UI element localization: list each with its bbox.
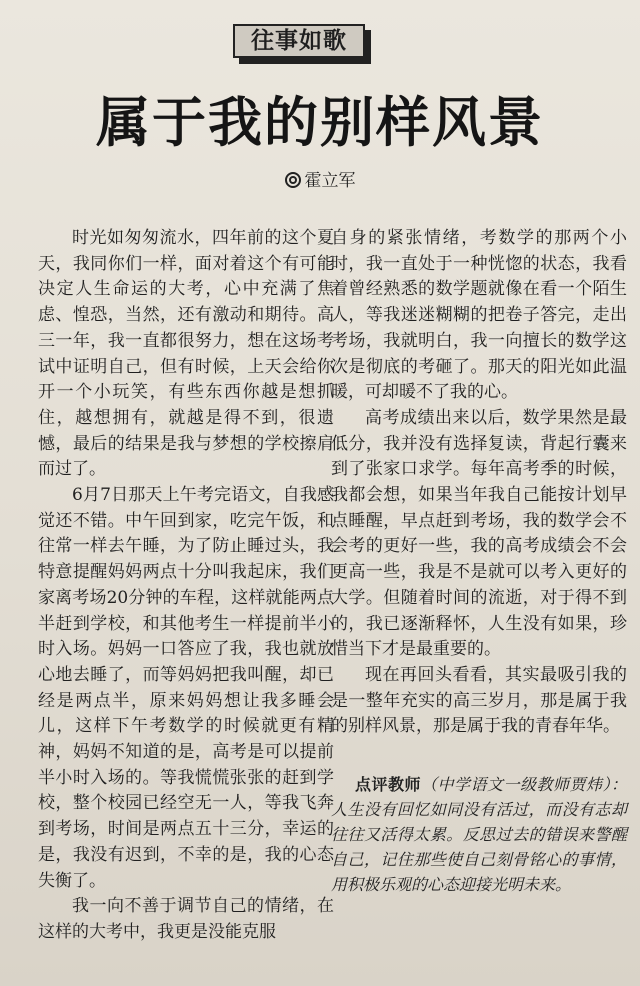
- comment-label: 点评教师: [355, 775, 421, 794]
- column-tag: [233, 24, 371, 64]
- right-column: [331, 226, 627, 740]
- teacher-comment: [331, 772, 627, 897]
- paragraph: 高考成绩出来以后，数学果然是最低分，我并没有选择复读，背起行囊来到了张家口求学。每年高考季的时候，我都会想，如果当年我自己能按计划早点睡醒，早点赶到考场，我的数学会不会考的更好一些，我的高考成绩会不会更高一些，我是不是就可以考入更好的大学。但随着时间的流逝，对于得不到的，我已逐渐释怀，人生没有如果，珍惜当下才是最重要的。: [331, 407, 627, 660]
- article-title: 属于我的别样风景: [96, 91, 544, 154]
- paragraph: 自身的紧张情绪，考数学的那两个小时，我一直处于一种恍惚的状态，我看着曾经熟悉的数学题就像在看一个陌生人，等我迷迷糊糊的把卷子答完，走出考场，我就明白，我一向擅长的数学这次是彻底的考砸了。那天的阳光如此温暖，可却暖不了我的心。: [331, 228, 627, 403]
- author-name: 霍立军: [304, 171, 356, 191]
- column-tag-label: 往事如歌: [233, 24, 365, 58]
- double-circle-icon: [285, 172, 301, 188]
- left-column: [38, 226, 334, 946]
- paragraph: 我一向不善于调节自己的情绪，在这样的大考中，我更是没能克服: [38, 896, 334, 942]
- paragraph: 6月7日那天上午考完语文，自我感觉还不错。中午回到家，吃完午饭，和往常一样去午睡，为了防止睡过头，我特意提醒妈妈两点十分叫我起床，我们家离考场20分钟的车程，这样就能两点半赶到学校，和其他考生一样提前半小时入场。妈妈一口答应了我，我也就放心地去睡了，而等妈妈把我叫醒，却已经是两点半，原来妈妈想让我多睡会儿，这样下午考数学的时候就更有精神，妈妈不知道的是，高考是可以提前半小时入场的。等我慌慌张张的赶到学校，整个校园已经空无一人，等我飞奔到考场，时间是两点五十三分，幸运的是，我没有迟到，不幸的是，我的心态失衡了。: [38, 485, 334, 891]
- comment-paragraph: [331, 772, 627, 897]
- comment-text: 人生没有回忆如同没有活过，而没有志却往往又活得太累。反思过去的错误来警醒自己，记住那些使自己刻骨铭心的事情，用积极乐观的心态迎接光明未来。: [331, 800, 627, 894]
- paragraph: 时光如匆匆流水，四年前的这个夏天，我同你们一样，面对着这个有可能决定人生命运的大考，心中充满了焦虑、惶恐，当然，还有激动和期待。高三一年，我一直都很努力，想在这场考试中证明自己，但有时候，上天会给你开一个小玩笑，有些东西你越是想抓住，越想拥有，就越是得不到，很遗憾，最后的结果是我与梦想的学校擦肩而过了。: [38, 228, 334, 480]
- comment-attribution: （中学语文一级教师贾炜）：: [421, 775, 627, 794]
- byline: [0, 170, 640, 192]
- paragraph: 现在再回头看看，其实最吸引我的是一整年充实的高三岁月，那是属于我的别样风景，那是属于我的青春年华。: [331, 664, 627, 737]
